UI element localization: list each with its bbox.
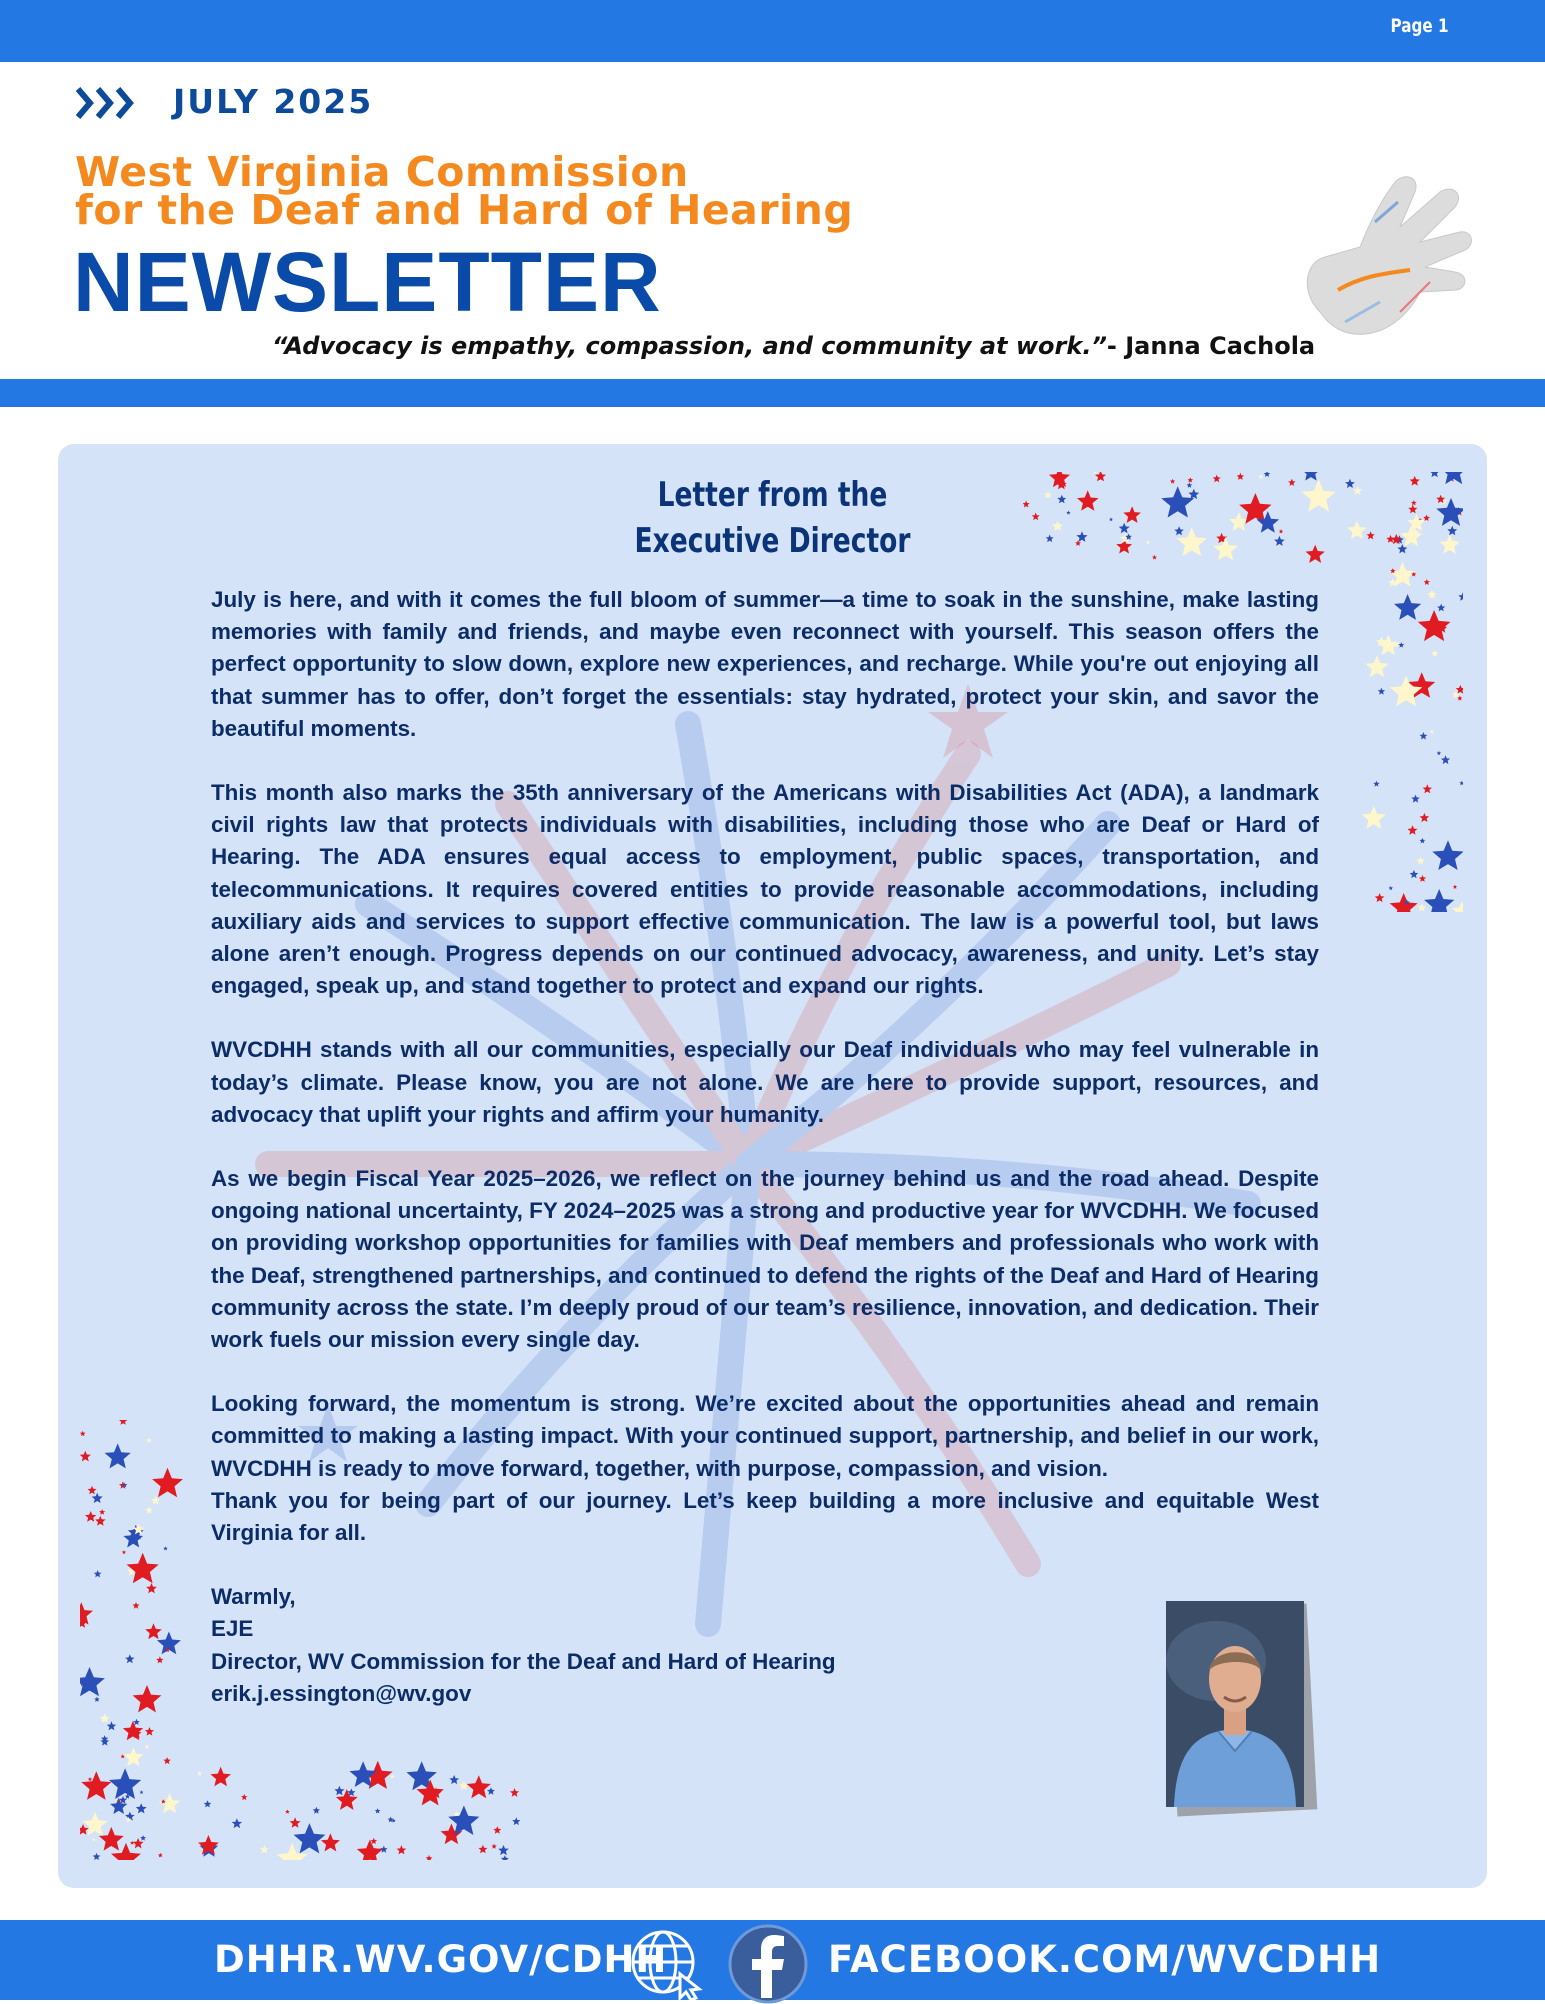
letter-heading-line2: Executive Director — [634, 521, 911, 561]
decor-star — [1420, 813, 1430, 822]
decor-star — [88, 1777, 92, 1781]
decor-star — [163, 1546, 168, 1550]
decor-star — [260, 1845, 269, 1853]
decor-star — [1452, 901, 1463, 912]
decor-star — [119, 1420, 127, 1425]
decor-star — [487, 1787, 495, 1795]
decor-star — [94, 1697, 100, 1702]
decor-star — [1408, 825, 1418, 835]
decor-star — [390, 1774, 395, 1778]
letter-paragraph: WVCDHH stands with all our communities, especially our Deaf individuals who may feel vulnerable in today’s climate. Please know, you are not alone. We are here to provide support, resources, and advocacy that uplift your rights and affirm your humanity. — [211, 1037, 1319, 1127]
decor-star — [1439, 534, 1460, 554]
decor-star — [95, 1516, 106, 1526]
decor-star — [290, 1817, 301, 1828]
decor-star — [1347, 521, 1366, 540]
decor-star — [1437, 604, 1445, 612]
decor-star — [1437, 751, 1441, 755]
decor-star — [1456, 685, 1463, 694]
decor-star — [1345, 479, 1355, 488]
letter-card — [58, 444, 1487, 1888]
page-number: Page 1 — [1390, 15, 1449, 37]
quote-text: “Advocacy is empathy, compassion, and community at work.” — [272, 332, 1107, 360]
letter-paragraph: Looking forward, the momentum is strong. We’re excited about the opportunities ahead and remain committed to making a lasting impact. With your continued support, partnership, and belief in our work, WVCDHH is ready to move forward, together, with purpose, compassion, and vision. — [211, 1391, 1319, 1481]
letter-paragraph: Thank you for being part of our journey. Let’s keep building a more inclusive and equitable West Virginia for all. — [211, 1487, 1319, 1546]
signer-name: EJE — [211, 1616, 254, 1642]
decor-star — [122, 1550, 126, 1554]
decor-star — [80, 1451, 91, 1462]
decor-star — [156, 1656, 163, 1663]
decor-star — [146, 1438, 152, 1443]
decor-star — [210, 1767, 231, 1787]
signer-email[interactable]: erik.j.essington@wv.gov — [211, 1680, 472, 1706]
org-name-line2: for the Deaf and Hard of Hearing — [75, 186, 854, 234]
decor-star — [145, 1727, 154, 1736]
quote-author: - Janna Cachola — [1106, 332, 1316, 360]
header-divider-band — [0, 379, 1545, 407]
decor-star — [1427, 590, 1436, 599]
decor-star — [1398, 642, 1404, 648]
decor-star — [1420, 838, 1426, 844]
decor-star — [375, 1808, 381, 1813]
decor-star — [100, 1713, 110, 1723]
hand-logo-icon — [1280, 162, 1480, 362]
top-banner — [0, 0, 1545, 62]
decor-star — [1440, 472, 1463, 484]
decor-star — [145, 1623, 162, 1639]
decor-star — [105, 1443, 131, 1468]
decor-star — [146, 1583, 157, 1593]
chevrons-icon — [76, 86, 138, 120]
decor-star — [158, 1853, 163, 1858]
decor-star — [140, 1790, 144, 1794]
decor-star — [491, 1844, 496, 1849]
signer-title: Director, WV Commission for the Deaf and Hard of Hearing — [211, 1648, 836, 1674]
decor-star — [397, 1845, 407, 1854]
decor-star — [1432, 840, 1463, 870]
decor-star — [163, 1757, 170, 1764]
decor-star — [1389, 886, 1394, 890]
decor-star — [1394, 594, 1421, 620]
org-name-line1: West Virginia Commission — [75, 148, 689, 196]
decor-star — [1458, 592, 1463, 601]
decor-star — [501, 1855, 509, 1860]
decor-star — [1424, 579, 1430, 585]
signature-block — [211, 1581, 1319, 1710]
decor-star — [1430, 729, 1435, 733]
footer-bar — [0, 1920, 1545, 2000]
decor-star — [107, 1721, 116, 1730]
decor-star — [93, 1853, 101, 1860]
decor-star — [467, 1775, 491, 1798]
letter-paragraph: This month also marks the 35th anniversary of the Americans with Disabilities Act (ADA), a landmark civil rights law that protects individuals with disabilities, including those who are Deaf or Hard of Hearing. The ADA ensures equal access to employment, public spaces, transportation, and telecommunications. It requires covered entities to provide reasonable accommodations, including auxiliary aids and services to support effective communication. The law is a powerful tool, but laws alone aren’t enough. Progress depends on our continued advocacy, awareness, and unity. Let’s stay engaged, speak up, and stand together to protect and expand our rights. — [211, 780, 1319, 999]
decor-star — [493, 1826, 501, 1834]
decor-star — [1424, 889, 1454, 912]
decor-star — [1362, 806, 1386, 829]
decor-star — [313, 1807, 320, 1814]
decor-star — [197, 1771, 202, 1776]
decor-star — [81, 1771, 111, 1800]
decor-star — [99, 1827, 124, 1851]
decor-star — [459, 1781, 469, 1790]
decor-star — [80, 1431, 86, 1436]
decor-star — [510, 1788, 519, 1797]
decor-star — [1386, 535, 1394, 543]
decor-star — [140, 1835, 146, 1841]
decor-star — [1375, 893, 1385, 902]
website-link[interactable]: DHHR.WV.GOV/CDHH — [214, 1938, 668, 1981]
decor-star — [204, 1800, 212, 1807]
decor-star — [1390, 893, 1418, 912]
decor-star — [371, 1838, 378, 1844]
decor-star — [1423, 784, 1432, 793]
decor-star — [241, 1794, 248, 1800]
decor-star — [80, 1824, 89, 1835]
decor-star — [1418, 904, 1426, 912]
decor-star — [157, 1632, 181, 1655]
decor-star — [426, 1855, 433, 1860]
decor-star — [1410, 476, 1420, 486]
decor-star — [1447, 526, 1457, 536]
decor-star — [80, 1667, 105, 1696]
header-quote — [272, 332, 1315, 360]
letter-body — [211, 584, 1319, 1710]
decor-star — [85, 1511, 96, 1522]
facebook-link[interactable]: FACEBOOK.COM/WVCDHH — [828, 1938, 1382, 1981]
decor-star — [1419, 875, 1426, 882]
facebook-icon[interactable] — [728, 1924, 808, 2004]
director-portrait-icon — [1166, 1601, 1304, 1807]
decor-star — [449, 1775, 459, 1784]
decor-star — [1430, 472, 1440, 477]
decor-star — [1436, 498, 1463, 526]
decor-star — [498, 1845, 509, 1855]
decor-star — [83, 1812, 108, 1836]
decor-star — [285, 1809, 290, 1813]
decor-star — [1411, 500, 1417, 505]
decor-star — [92, 1493, 103, 1503]
globe-icon — [628, 1928, 706, 2000]
decor-star — [151, 1496, 160, 1505]
decor-star — [99, 1509, 105, 1515]
decor-star — [123, 1747, 143, 1766]
letter-heading — [215, 472, 1330, 564]
letter-heading-line1: Letter from the — [657, 475, 888, 515]
decor-star — [1431, 650, 1438, 657]
letter-paragraph: July is here, and with it comes the full bloom of summer—a time to soak in the sunshine, make lasting memories with family and friends, and maybe even reconnect with yourself. This season offers the perfect opportunity to slow down, explore new experiences, and recharge. While you're out enjoying all that summer has to offer, don’t forget the essentials: stay hydrated, protect your skin, and savor the beautiful moments. — [211, 587, 1319, 741]
decor-star — [136, 1803, 147, 1813]
decor-star — [1390, 676, 1423, 707]
newsletter-header — [0, 62, 1545, 379]
decor-star — [1367, 531, 1375, 539]
decor-star — [1353, 486, 1362, 495]
closing: Warmly, — [211, 1584, 296, 1610]
decor-star — [1365, 655, 1388, 677]
decor-star — [334, 1786, 344, 1796]
newsletter-title: NEWSLETTER — [73, 235, 662, 329]
decor-star — [1408, 505, 1417, 514]
decor-star — [152, 1468, 183, 1497]
decor-star — [144, 1744, 149, 1749]
decor-star — [1373, 781, 1379, 787]
decor-star — [109, 1768, 141, 1799]
decor-star — [133, 1685, 162, 1712]
decor-star — [1407, 514, 1425, 531]
decor-star — [1416, 857, 1424, 865]
issue-date: JULY 2025 — [173, 82, 374, 121]
director-photo — [1166, 1601, 1306, 1811]
decor-star — [145, 1506, 153, 1513]
decor-star — [1441, 755, 1450, 764]
decor-star — [125, 1654, 134, 1663]
decor-star — [1411, 795, 1420, 803]
decor-star — [1410, 870, 1419, 878]
decor-star — [1459, 781, 1463, 786]
decor-star — [94, 1570, 102, 1577]
decor-star — [512, 1817, 520, 1825]
decor-star — [123, 1721, 143, 1740]
decor-star — [478, 1845, 487, 1853]
decor-star — [92, 1838, 96, 1842]
decor-star — [1453, 885, 1458, 889]
decor-star — [127, 1553, 159, 1584]
decor-star — [1420, 732, 1428, 740]
decor-star — [1378, 688, 1385, 695]
letter-paragraph: As we begin Fiscal Year 2025–2026, we reflect on the journey behind us and the road ahead. Despite ongoing national uncertainty, FY 2024–2025 was a strong and productive year for WVCDHH. We focused on providing workshop opportunities for families with Deaf members and professionals who work with the Deaf, strengthened partnerships, and continued to defend the rights of the Deaf and Hard of Hearing community across the state. I’m deeply proud of our team’s resilience, innovation, and dedication. Their work fuels our mission every single day. — [211, 1166, 1319, 1353]
decor-star — [1423, 515, 1430, 521]
decor-star — [88, 1486, 97, 1495]
decor-star — [232, 1818, 242, 1828]
decor-star — [132, 1602, 139, 1609]
